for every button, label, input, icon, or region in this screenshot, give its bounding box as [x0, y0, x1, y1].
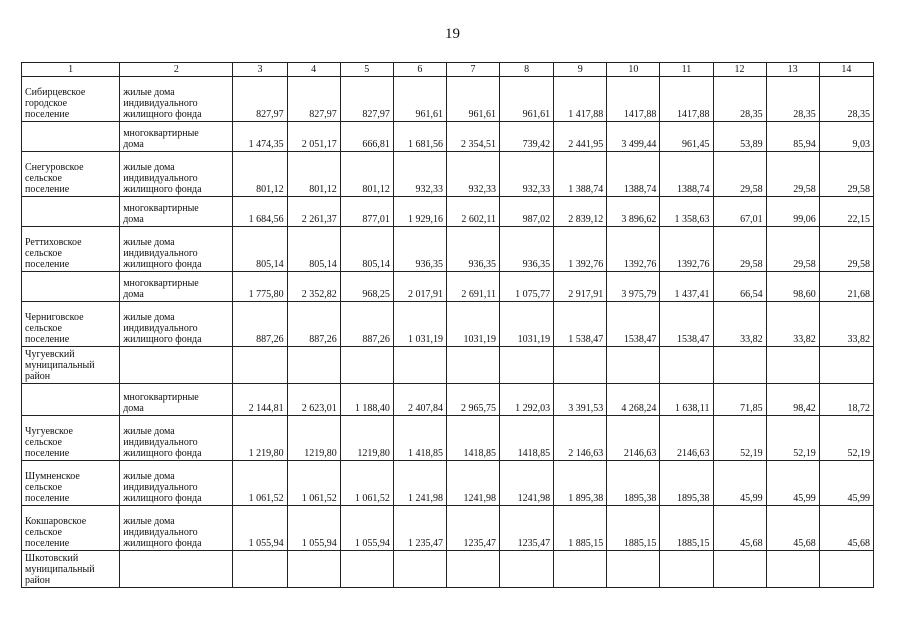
value-cell-col-6: 1 031,19 — [393, 302, 446, 347]
value-cell-col-5: 805,14 — [340, 227, 393, 272]
value-cell-col-5: 827,97 — [340, 77, 393, 122]
value-cell-col-12: 29,58 — [713, 152, 766, 197]
territory-cell: Снегуровское сельское поселение — [22, 152, 120, 197]
column-number-8: 8 — [500, 63, 554, 77]
value-cell-col-8: 936,35 — [500, 227, 554, 272]
value-cell-col-3 — [233, 347, 287, 384]
value-cell-col-4: 1219,80 — [287, 416, 340, 461]
housing-type-cell: жилые дома индивидуального жилищного фонда — [120, 152, 233, 197]
housing-type-cell — [120, 347, 233, 384]
value-cell-col-3: 827,97 — [233, 77, 287, 122]
value-cell-col-12: 52,19 — [713, 416, 766, 461]
table-row — [22, 197, 874, 227]
column-number-4: 4 — [287, 63, 340, 77]
table-row — [22, 122, 874, 152]
value-cell-col-9 — [554, 551, 607, 588]
value-cell-col-12: 71,85 — [713, 384, 766, 416]
page-number: 19 — [445, 26, 460, 42]
value-cell-col-9: 1 538,47 — [554, 302, 607, 347]
table-row — [22, 551, 874, 588]
value-cell-col-3: 1 474,35 — [233, 122, 287, 152]
value-cell-col-14: 45,68 — [819, 506, 873, 551]
table-row — [22, 227, 874, 272]
value-cell-col-8: 1031,19 — [500, 302, 554, 347]
value-cell-col-6: 1 241,98 — [393, 461, 446, 506]
table-row — [22, 77, 874, 122]
value-cell-col-13: 33,82 — [766, 302, 819, 347]
value-cell-col-9: 1 895,38 — [554, 461, 607, 506]
value-cell-col-3: 1 684,56 — [233, 197, 287, 227]
value-cell-col-10: 1417,88 — [607, 77, 660, 122]
value-cell-col-6: 2 017,91 — [393, 272, 446, 302]
value-cell-col-8: 739,42 — [500, 122, 554, 152]
value-cell-col-14: 29,58 — [819, 227, 873, 272]
value-cell-col-14 — [819, 551, 873, 588]
value-cell-col-13: 29,58 — [766, 152, 819, 197]
value-cell-col-11: 1 437,41 — [660, 272, 713, 302]
value-cell-col-8 — [500, 551, 554, 588]
value-cell-col-4: 887,26 — [287, 302, 340, 347]
value-cell-col-7 — [446, 551, 499, 588]
value-cell-col-5 — [340, 551, 393, 588]
value-cell-col-10: 3 975,79 — [607, 272, 660, 302]
value-cell-col-4: 805,14 — [287, 227, 340, 272]
value-cell-col-11 — [660, 551, 713, 588]
column-number-10: 10 — [607, 63, 660, 77]
value-cell-col-11: 1885,15 — [660, 506, 713, 551]
value-cell-col-5: 887,26 — [340, 302, 393, 347]
value-cell-col-5: 968,25 — [340, 272, 393, 302]
housing-type-cell: жилые дома индивидуального жилищного фонда — [120, 77, 233, 122]
housing-type-cell — [120, 551, 233, 588]
value-cell-col-13 — [766, 551, 819, 588]
value-cell-col-6: 2 407,84 — [393, 384, 446, 416]
value-cell-col-6: 1 929,16 — [393, 197, 446, 227]
value-cell-col-4: 2 623,01 — [287, 384, 340, 416]
value-cell-col-10 — [607, 551, 660, 588]
value-cell-col-7: 961,61 — [446, 77, 499, 122]
territory-cell: Чугуевское сельское поселение — [22, 416, 120, 461]
value-cell-col-9: 3 391,53 — [554, 384, 607, 416]
value-cell-col-11: 1 358,63 — [660, 197, 713, 227]
value-cell-col-10: 1538,47 — [607, 302, 660, 347]
value-cell-col-4: 801,12 — [287, 152, 340, 197]
value-cell-col-4: 1 055,94 — [287, 506, 340, 551]
table-row — [22, 152, 874, 197]
value-cell-col-4: 2 261,37 — [287, 197, 340, 227]
value-cell-col-12: 45,99 — [713, 461, 766, 506]
value-cell-col-3 — [233, 551, 287, 588]
value-cell-col-6: 1 418,85 — [393, 416, 446, 461]
column-number-11: 11 — [660, 63, 713, 77]
table-row — [22, 272, 874, 302]
value-cell-col-9: 1 388,74 — [554, 152, 607, 197]
value-cell-col-10: 3 896,62 — [607, 197, 660, 227]
value-cell-col-8: 1241,98 — [500, 461, 554, 506]
value-cell-col-13: 45,99 — [766, 461, 819, 506]
value-cell-col-5: 1 061,52 — [340, 461, 393, 506]
value-cell-col-9: 1 417,88 — [554, 77, 607, 122]
value-cell-col-14: 45,99 — [819, 461, 873, 506]
column-number-13: 13 — [766, 63, 819, 77]
value-cell-col-8: 1418,85 — [500, 416, 554, 461]
value-cell-col-14: 18,72 — [819, 384, 873, 416]
value-cell-col-10: 1885,15 — [607, 506, 660, 551]
value-cell-col-14: 21,68 — [819, 272, 873, 302]
value-cell-col-6 — [393, 347, 446, 384]
value-cell-col-14: 22,15 — [819, 197, 873, 227]
table-body — [22, 63, 874, 588]
value-cell-col-6: 932,33 — [393, 152, 446, 197]
column-number-2: 2 — [120, 63, 233, 77]
value-cell-col-11: 1388,74 — [660, 152, 713, 197]
territory-cell — [22, 197, 120, 227]
value-cell-col-12: 28,35 — [713, 77, 766, 122]
value-cell-col-13 — [766, 347, 819, 384]
value-cell-col-12: 45,68 — [713, 506, 766, 551]
value-cell-col-8: 961,61 — [500, 77, 554, 122]
value-cell-col-5: 877,01 — [340, 197, 393, 227]
housing-type-cell: многоквартирные дома — [120, 272, 233, 302]
value-cell-col-7: 2 354,51 — [446, 122, 499, 152]
value-cell-col-9: 2 441,95 — [554, 122, 607, 152]
value-cell-col-8: 1235,47 — [500, 506, 554, 551]
value-cell-col-13: 99,06 — [766, 197, 819, 227]
value-cell-col-5: 801,12 — [340, 152, 393, 197]
value-cell-col-4: 2 352,82 — [287, 272, 340, 302]
value-cell-col-4: 827,97 — [287, 77, 340, 122]
value-cell-col-9 — [554, 347, 607, 384]
column-number-row — [22, 63, 874, 77]
value-cell-col-11: 1417,88 — [660, 77, 713, 122]
value-cell-col-13: 29,58 — [766, 227, 819, 272]
value-cell-col-3: 805,14 — [233, 227, 287, 272]
value-cell-col-4: 1 061,52 — [287, 461, 340, 506]
value-cell-col-3: 1 061,52 — [233, 461, 287, 506]
housing-type-cell: жилые дома индивидуального жилищного фонда — [120, 227, 233, 272]
table-row — [22, 302, 874, 347]
value-cell-col-9: 1 392,76 — [554, 227, 607, 272]
value-cell-col-7 — [446, 347, 499, 384]
value-cell-col-9: 1 885,15 — [554, 506, 607, 551]
value-cell-col-7: 1241,98 — [446, 461, 499, 506]
value-cell-col-6: 1 235,47 — [393, 506, 446, 551]
column-number-12: 12 — [713, 63, 766, 77]
table-row — [22, 416, 874, 461]
territory-cell: Черниговское сельское поселение — [22, 302, 120, 347]
territory-cell: Сибирцевское городское поселение — [22, 77, 120, 122]
value-cell-col-10: 3 499,44 — [607, 122, 660, 152]
value-cell-col-3: 1 055,94 — [233, 506, 287, 551]
value-cell-col-13: 85,94 — [766, 122, 819, 152]
value-cell-col-13: 28,35 — [766, 77, 819, 122]
housing-type-cell: жилые дома индивидуального жилищного фонда — [120, 506, 233, 551]
value-cell-col-8 — [500, 347, 554, 384]
value-cell-col-11: 2146,63 — [660, 416, 713, 461]
value-cell-col-7: 1031,19 — [446, 302, 499, 347]
territory-cell: Шумненское сельское поселение — [22, 461, 120, 506]
value-cell-col-13: 52,19 — [766, 416, 819, 461]
housing-type-cell: жилые дома индивидуального жилищного фонда — [120, 461, 233, 506]
value-cell-col-13: 45,68 — [766, 506, 819, 551]
value-cell-col-12: 33,82 — [713, 302, 766, 347]
value-cell-col-12: 66,54 — [713, 272, 766, 302]
value-cell-col-3: 887,26 — [233, 302, 287, 347]
value-cell-col-12: 53,89 — [713, 122, 766, 152]
table-row — [22, 347, 874, 384]
value-cell-col-11 — [660, 347, 713, 384]
value-cell-col-10: 1388,74 — [607, 152, 660, 197]
value-cell-col-9: 2 917,91 — [554, 272, 607, 302]
table-row — [22, 506, 874, 551]
territory-cell: Чугуевский муниципальный район — [22, 347, 120, 384]
value-cell-col-7: 1235,47 — [446, 506, 499, 551]
value-cell-col-7: 1418,85 — [446, 416, 499, 461]
column-number-5: 5 — [340, 63, 393, 77]
value-cell-col-10: 1895,38 — [607, 461, 660, 506]
value-cell-col-11: 961,45 — [660, 122, 713, 152]
column-number-7: 7 — [446, 63, 499, 77]
value-cell-col-7: 932,33 — [446, 152, 499, 197]
value-cell-col-7: 936,35 — [446, 227, 499, 272]
value-cell-col-12 — [713, 551, 766, 588]
value-cell-col-5 — [340, 347, 393, 384]
value-cell-col-7: 2 965,75 — [446, 384, 499, 416]
housing-type-cell: многоквартирные дома — [120, 197, 233, 227]
value-cell-col-7: 2 602,11 — [446, 197, 499, 227]
value-cell-col-10: 4 268,24 — [607, 384, 660, 416]
value-cell-col-14: 9,03 — [819, 122, 873, 152]
value-cell-col-5: 1 188,40 — [340, 384, 393, 416]
value-cell-col-14: 29,58 — [819, 152, 873, 197]
value-cell-col-6: 936,35 — [393, 227, 446, 272]
column-number-14: 14 — [819, 63, 873, 77]
table-row — [22, 384, 874, 416]
value-cell-col-10: 2146,63 — [607, 416, 660, 461]
value-cell-col-13: 98,60 — [766, 272, 819, 302]
value-cell-col-8: 987,02 — [500, 197, 554, 227]
column-number-6: 6 — [393, 63, 446, 77]
value-cell-col-11: 1895,38 — [660, 461, 713, 506]
value-cell-col-4 — [287, 551, 340, 588]
value-cell-col-3: 2 144,81 — [233, 384, 287, 416]
housing-type-cell: жилые дома индивидуального жилищного фонда — [120, 416, 233, 461]
tariff-table — [21, 62, 874, 588]
value-cell-col-10: 1392,76 — [607, 227, 660, 272]
value-cell-col-8: 1 075,77 — [500, 272, 554, 302]
value-cell-col-9: 2 839,12 — [554, 197, 607, 227]
value-cell-col-3: 1 219,80 — [233, 416, 287, 461]
value-cell-col-8: 1 292,03 — [500, 384, 554, 416]
value-cell-col-5: 1219,80 — [340, 416, 393, 461]
value-cell-col-14: 52,19 — [819, 416, 873, 461]
value-cell-col-6: 961,61 — [393, 77, 446, 122]
value-cell-col-3: 801,12 — [233, 152, 287, 197]
value-cell-col-3: 1 775,80 — [233, 272, 287, 302]
value-cell-col-8: 932,33 — [500, 152, 554, 197]
value-cell-col-6: 1 681,56 — [393, 122, 446, 152]
column-number-9: 9 — [554, 63, 607, 77]
value-cell-col-12: 67,01 — [713, 197, 766, 227]
value-cell-col-7: 2 691,11 — [446, 272, 499, 302]
housing-type-cell: жилые дома индивидуального жилищного фонда — [120, 302, 233, 347]
value-cell-col-6 — [393, 551, 446, 588]
territory-cell: Кокшаровское сельское поселение — [22, 506, 120, 551]
territory-cell — [22, 384, 120, 416]
value-cell-col-11: 1392,76 — [660, 227, 713, 272]
territory-cell — [22, 122, 120, 152]
value-cell-col-11: 1538,47 — [660, 302, 713, 347]
value-cell-col-10 — [607, 347, 660, 384]
value-cell-col-12: 29,58 — [713, 227, 766, 272]
housing-type-cell: многоквартирные дома — [120, 384, 233, 416]
value-cell-col-11: 1 638,11 — [660, 384, 713, 416]
housing-type-cell: многоквартирные дома — [120, 122, 233, 152]
value-cell-col-9: 2 146,63 — [554, 416, 607, 461]
value-cell-col-4 — [287, 347, 340, 384]
table-row — [22, 461, 874, 506]
column-number-1: 1 — [22, 63, 120, 77]
value-cell-col-12 — [713, 347, 766, 384]
territory-cell: Шкотовский муниципальный район — [22, 551, 120, 588]
value-cell-col-13: 98,42 — [766, 384, 819, 416]
value-cell-col-14 — [819, 347, 873, 384]
territory-cell — [22, 272, 120, 302]
territory-cell: Реттиховское сельское поселение — [22, 227, 120, 272]
value-cell-col-5: 666,81 — [340, 122, 393, 152]
value-cell-col-4: 2 051,17 — [287, 122, 340, 152]
value-cell-col-5: 1 055,94 — [340, 506, 393, 551]
column-number-3: 3 — [233, 63, 287, 77]
value-cell-col-14: 33,82 — [819, 302, 873, 347]
value-cell-col-14: 28,35 — [819, 77, 873, 122]
